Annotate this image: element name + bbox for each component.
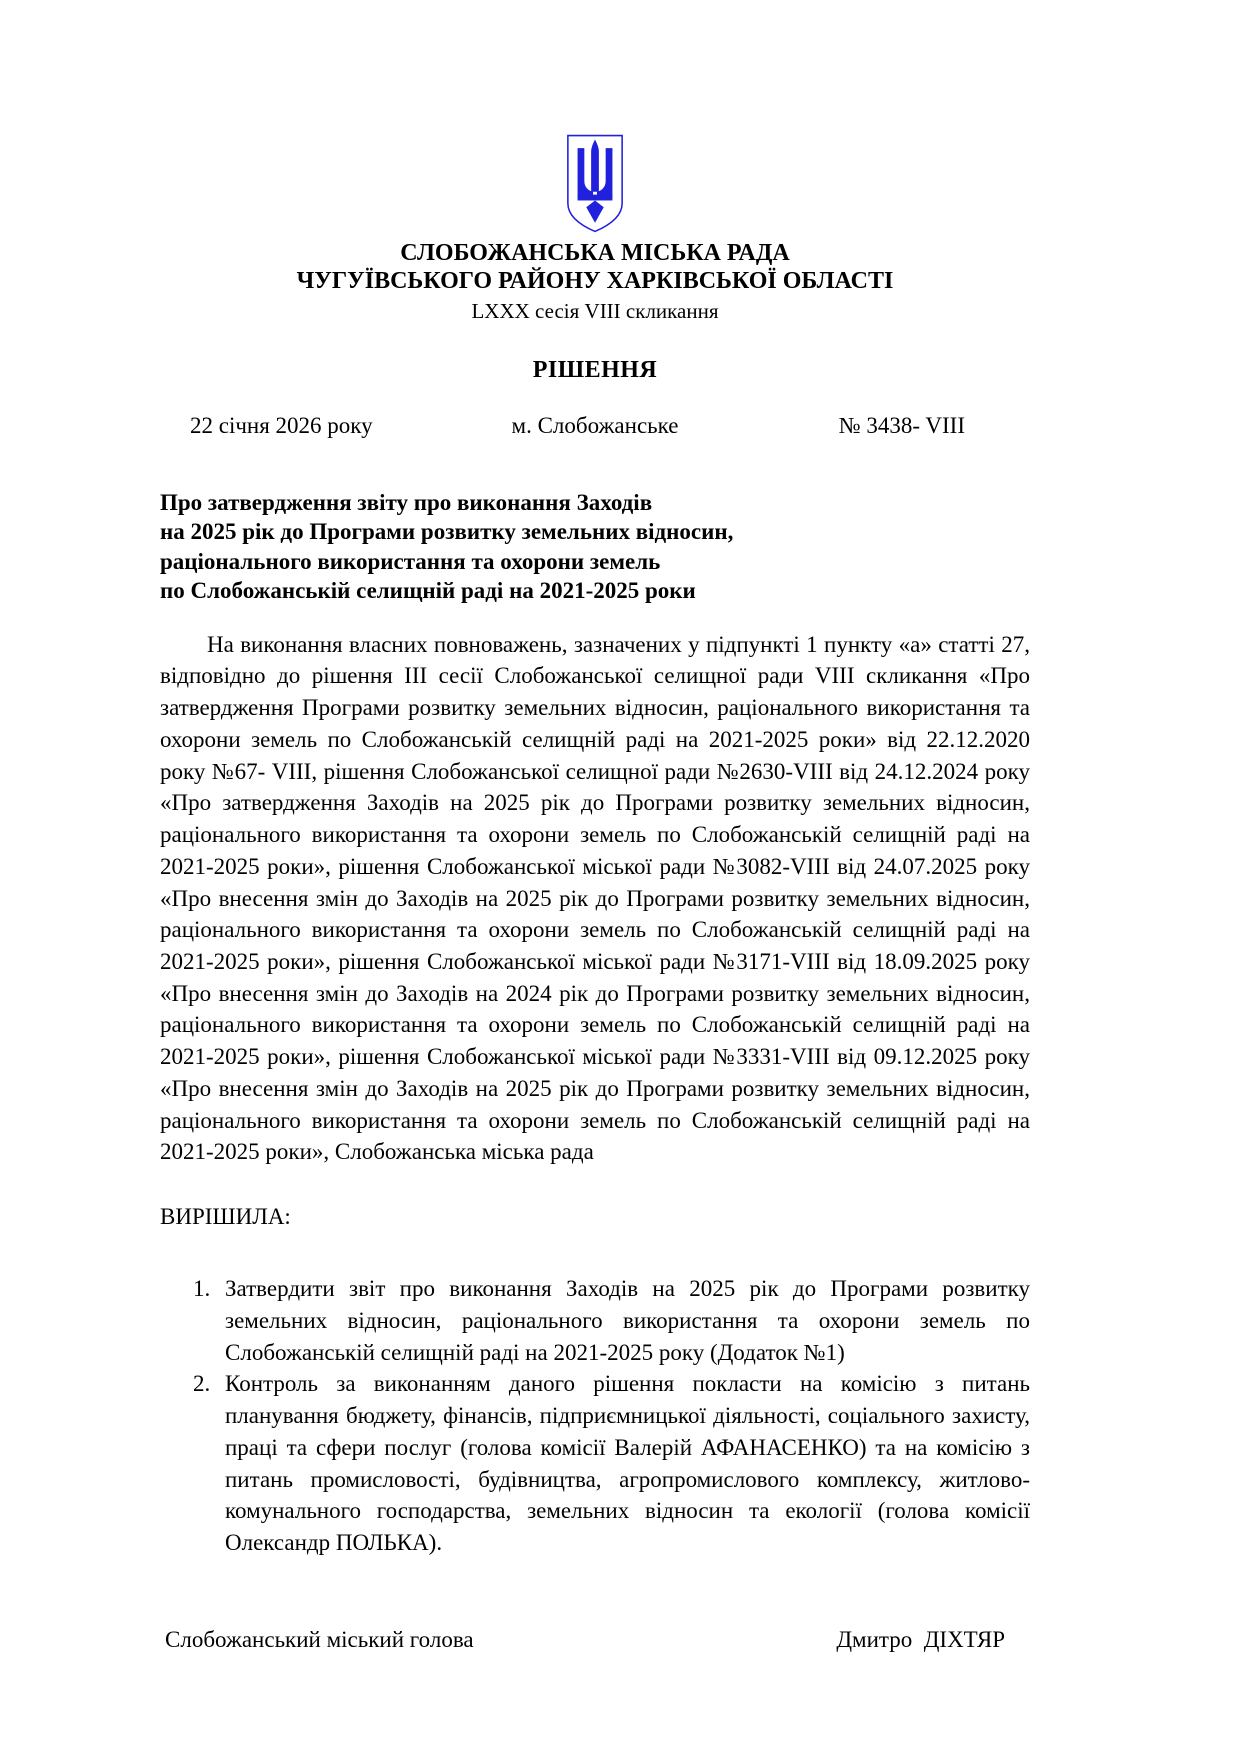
list-item-number: 2. xyxy=(193,1371,211,1397)
subject-line: Про затвердження звіту про виконання Заходів xyxy=(160,489,653,515)
signer-position: Слобожанський міський голова xyxy=(165,1626,474,1652)
decision-date: 22 січня 2026 року xyxy=(190,412,373,438)
session-line: LXXX сесія VIII скликання xyxy=(471,298,719,323)
list-item-text: Контроль за виконанням даного рішення покласти на комісію з питань планування бюджету, фінансів, підприємницької діяльності, соціального захисту, праці та сфери послуг (голова комісії Валерій АФАНАСЕНКО) та на комісію з питань промисловості, будівництва, агропромислового комплексу, житлово-комунального господарства, земельних відносин та екології (голова комісії Олександр ПОЛЬКА). xyxy=(225,1371,1030,1556)
document-type-title: РІШЕННЯ xyxy=(532,356,658,383)
subject-line: раціонального використання та охорони земель xyxy=(160,548,661,574)
list-item xyxy=(193,1273,1030,1368)
signature-row xyxy=(160,1627,1030,1653)
meta-row xyxy=(160,413,1030,439)
subject-line: по Слобожанській селищній раді на 2021-2025 роки xyxy=(160,578,696,604)
signer-name: Дмитро ДІХТЯР xyxy=(836,1626,1005,1652)
list-item-text: Затвердити звіт про виконання Заходів на 2025 рік до Програми розвитку земельних відносин, раціонального використання та охорони земель по Слобожанській селищній раді на 2021-2025 року (Додаток №1) xyxy=(225,1276,1030,1365)
subject-block xyxy=(160,488,1030,606)
decision-list xyxy=(160,1273,1030,1559)
resolved-label: ВИРІШИЛА: xyxy=(160,1204,291,1230)
org-name-line1: СЛОБОЖАНСЬКА МІСЬКА РАДА xyxy=(400,240,790,266)
list-item-number: 1. xyxy=(193,1276,211,1302)
decision-number: № 3438- VIII xyxy=(838,412,965,438)
preamble-paragraph: На виконання власних повноважень, зазначених у підпункті 1 пункту «а» статті 27, відповідно до рішення ІІІ сесії Слобожанської селищної ради VIII скликання «Про затвердження Програми розвитку земельних відносин, раціонального використання та охорони земель по Слобожанській селищній раді на 2021-2025 роки» від 22.12.2020 року №67- VIII, рішення Слобожанської селищної ради №2630-VIII від 24.12.2024 року «Про затвердження Заходів на 2025 рік до Програми розвитку земельних відносин, раціонального використання та охорони земель по Слобожанській селищній раді на 2021-2025 роки», рішення Слобожанської міської ради №3082-VIII від 24.07.2025 року «Про внесення змін до Заходів на 2025 рік до Програми розвитку земельних відносин, раціонального використання та охорони земель по Слобожанській селищній раді на 2021-2025 роки», рішення Слобожанської міської ради №3171-VIII від 18.09.2025 року «Про внесення змін до Заходів на 2024 рік до Програми розвитку земельних відносин, раціонального використання та охорони земель по Слобожанській селищній раді на 2021-2025 роки», рішення Слобожанської міської ради №3331-VIII від 09.12.2025 року «Про внесення змін до Заходів на 2025 рік до Програми розвитку земельних відносин, раціонального використання та охорони земель по Слобожанській селищній раді на 2021-2025 роки», Слобожанська міська рада xyxy=(160,631,1030,1165)
list-item xyxy=(193,1368,1030,1558)
document-header xyxy=(160,0,1030,325)
org-name-line2: ЧУГУЇВСЬКОГО РАЙОНУ ХАРКІВСЬКОЇ ОБЛАСТІ xyxy=(296,268,894,295)
ukraine-trident-emblem-icon xyxy=(160,133,1030,235)
subject-line: на 2025 рік до Програми розвитку земельних відносин, xyxy=(160,519,734,545)
decision-place: м. Слобожанське xyxy=(511,412,679,438)
